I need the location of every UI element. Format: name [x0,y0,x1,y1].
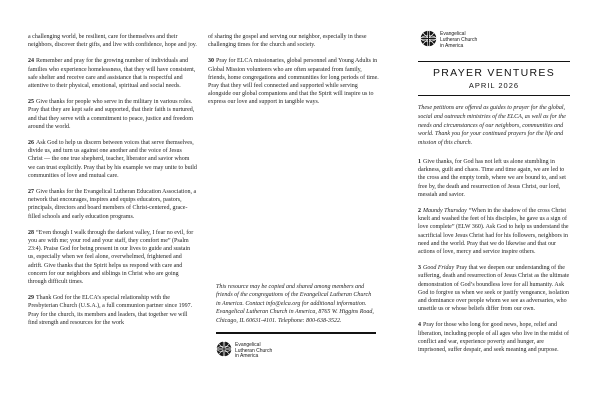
prayer-item-25 [28,98,197,131]
item-text: “Even though I walk through the darkest valley, I fear no evil, for you are with me; your rod and your staff, they comfort me” (Psalm 23:4). Praise God for being present in our lives to guide and sustain us, especially when we feel alone, overwhelmed, frightened and adrift. Give thanks that the Spirit helps us respond with care and concern for our neighbors and siblings in Christ who are going through difficult times. [28,229,194,286]
item-text: Ask God to help us discern between voices that serve themselves, divide us, and turn us against one another and the voice of Jesus Christ — the one true shepherd, teacher, liberator and savior whom we can trust explicitly. Pray that by his example we may unite to build communities of love and mutual care. [28,140,197,179]
elca-logo-wordmark [440,32,477,49]
logo-line: Lutheran Church [235,347,273,354]
cover-panel [418,27,570,362]
logo-line: in America [440,42,464,49]
item-number: 4 [418,322,421,329]
prayer-item-30 [208,57,379,106]
item-number: 30 [208,58,214,65]
globe-cross-icon [420,30,437,52]
prayer-item-2 [418,207,570,256]
page-left-column [28,33,197,335]
copyright-note: This resource may be copied and shared among members and friends of the congregations of the Evangelical Lutheran Church in America. Contact info@elca.org for additional information. Evangelical Lutheran Church in America, 8765 W. Higgins Road, Chicago, IL 60631-4101. Telephone: 800-638-3522. [216,284,374,324]
paragraph-continuation: of sharing the gospel and serving our neighbor, especially in these challenging times for the church and society. [208,34,367,49]
prayer-item-27 [28,188,197,221]
item-number: 27 [28,189,34,196]
paragraph-continuation: a challenging world, be resilient, care for themselves and their neighbors, discover their gifts, and live with confidence, hope and joy. [28,34,197,49]
prayer-item-29 [28,294,197,327]
item-number: 1 [418,158,421,165]
prayer-item-4 [418,321,570,354]
item-number: 26 [28,140,34,147]
elca-logo-wordmark [235,343,272,360]
prayer-item-1 [418,158,570,199]
item-text: Thank God for the ELCA’s special relationship with the Presbyterian Church (U.S.A.), a full communion partner since 1997. Pray for the church, its members and leaders, that together we will find strength and resources for the work [28,295,193,326]
item-text: Give thanks, for God has not left us alone stumbling in darkness, guilt and chaos. Time and time again, we are led to the cross and the empty tomb, where we are bound to, and set free by, the death and resurrection of Jesus Christ, our lord, messiah and savior. [418,158,566,198]
elca-logo [216,341,272,362]
intro-paragraph: These petitions are offered as guides to prayer for the global, social and outreach ministries of the ELCA, as well as for the needs and circumstances of our neighbors, communities and world. Thank you for your continued prayers for the life and mission of this church. [418,105,566,147]
item-text: “When in the shadow of the cross Christ knelt and washed the feet of his disciples, he gave us a sign of love complete” (ELW 360). Ask God to help us understand the sacrificial love Jesus Christ had for his followers, neighbors in need and the world. Pray that we do likewise and that our actions of love, mercy and service inspire others. [418,208,569,256]
logo-line: Evangelical [235,341,261,348]
item-number: 24 [28,58,34,65]
logo-line: in America [235,353,259,360]
item-text: Pray that we deepen our understanding of the suffering, death and resurrection of Jesus Christ as the ultimate demonstration of God’s boundless love for all humanity. Ask God to forgive us when we seek or justify vengeance, isolation and dominance over people whom we see as adversaries, who unsettle us or whose beliefs differ from our own. [418,265,570,313]
prayer-item-28 [28,229,197,286]
logo-line: Lutheran Church [440,37,478,44]
item-text: Give thanks for people who serve in the military in various roles. Pray that they are kept safe and supported, that their faith is nurtured, and that they serve with a commitment to peace, justice and freedom around the world. [28,99,195,130]
prayer-item-24 [28,57,197,90]
globe-cross-icon [216,341,232,362]
logo-line: Evangelical [440,31,466,38]
title-rule-top [418,61,570,62]
item-number: 3 [418,265,421,272]
page-center-column [208,33,379,400]
item-text: Remember and pray for the growing number of individuals and families who experience homelessness, that they will have consistent, safe shelter and receive care and assistance that is respectful and attentive to their physical, emotional, spiritual and social needs. [28,58,196,90]
divider-rule [216,332,376,334]
title-rule-bottom [418,95,570,96]
item-number: 29 [28,295,34,302]
item-text: Give thanks for the Evangelical Lutheran Education Association, a network that encourages, inspires and equips educators, pastors, principals, directors and board members of Christ-centered, grace-filled schools and early education programs. [28,189,197,220]
item-text: Pray for those who long for good news, hope, relief and liberation, including people of all ages who live in the midst of conflict and war, experience poverty and hunger, are imprisoned, suffer despair, and seek meaning and purpose. [418,322,569,354]
item-number: 2 [418,208,421,214]
item-text: Pray for ELCA missionaries, global personnel and Young Adults in Global Mission volunteers who are often separated from family, friends, home congregations and communities for long periods of time. Pray that they will feel connected and supported while serving alongside our global companions and that the Spirit will inspire us to express our love and support in tangible ways. [208,58,379,106]
item-day-label: Good Friday [423,265,455,272]
elca-logo [420,30,570,52]
item-number: 25 [28,99,34,106]
item-number: 28 [28,229,34,236]
item-day-label: Maundy Thursday [423,208,467,214]
prayer-item-26 [28,139,197,180]
page-subtitle: APRIL 2026 [468,81,520,90]
page-title: PRAYER VENTURES [433,67,555,79]
prayer-item-3 [418,264,570,313]
